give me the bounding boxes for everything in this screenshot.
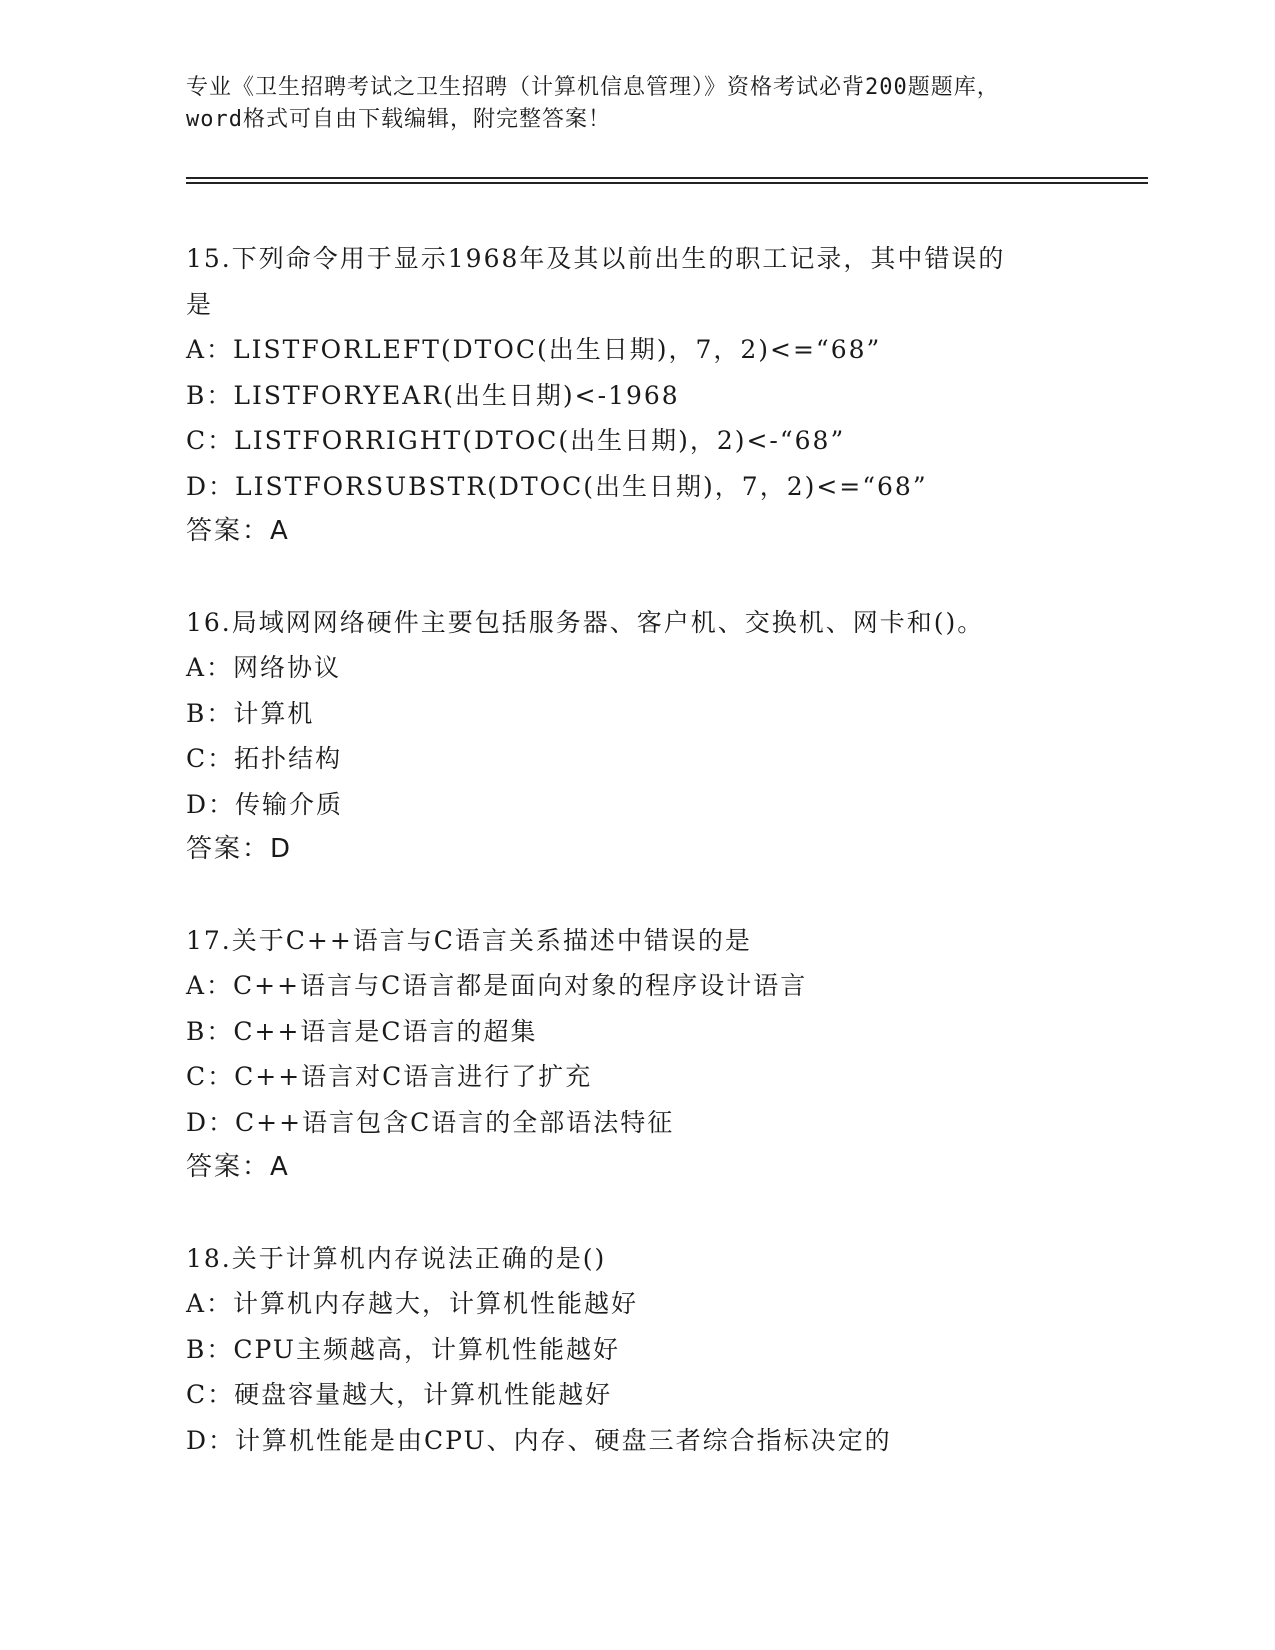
option-b: B：计算机 — [186, 698, 315, 728]
option-a: A：网络协议 — [186, 653, 342, 682]
question-list — [186, 236, 1126, 1508]
header-divider-top — [186, 177, 1148, 179]
option-a: A：计算机内存越大，计算机性能越好 — [186, 1289, 639, 1318]
header-line-2: word格式可自由下载编辑，附完整答案！ — [186, 107, 611, 132]
option-c: C：LISTFORRIGHT(DTOC(出生日期)，2)<-“68” — [186, 426, 846, 455]
question-stem: 18.关于计算机内存说法正确的是() — [186, 1243, 607, 1273]
question-stem: 16.局域网网络硬件主要包括服务器、客户机、交换机、网卡和()。 — [186, 607, 985, 637]
question-stem: 17.关于C++语言与C语言关系描述中错误的是 — [186, 925, 752, 955]
option-c: C：C++语言对C语言进行了扩充 — [186, 1062, 593, 1091]
header-line-1: 专业《卫生招聘考试之卫生招聘（计算机信息管理）》资格考试必背200题题库， — [186, 75, 1000, 100]
document-header — [186, 72, 1106, 136]
question-stem-continued: 是 — [186, 289, 214, 319]
question-stem: 15.下列命令用于显示1968年及其以前出生的职工记录，其中错误的 — [186, 244, 1006, 273]
option-c: C：拓扑结构 — [186, 744, 343, 773]
question-15 — [186, 236, 1126, 555]
option-a: A：C++语言与C语言都是面向对象的程序设计语言 — [186, 971, 808, 1000]
header-divider-bottom — [186, 182, 1148, 184]
question-16 — [186, 600, 1126, 873]
option-d: D：计算机性能是由CPU、内存、硬盘三者综合指标决定的 — [186, 1425, 892, 1455]
option-d: D：传输介质 — [186, 789, 344, 819]
option-a: A：LISTFORLEFT(DTOC(出生日期)，7，2)<=“68” — [186, 335, 882, 364]
option-c: C：硬盘容量越大，计算机性能越好 — [186, 1380, 613, 1409]
option-b: B：LISTFORYEAR(出生日期)<-1968 — [186, 380, 680, 410]
question-18 — [186, 1236, 1126, 1464]
option-d: D：LISTFORSUBSTR(DTOC(出生日期)，7，2)<=“68” — [186, 471, 928, 501]
option-b: B：C++语言是C语言的超集 — [186, 1016, 538, 1046]
option-d: D：C++语言包含C语言的全部语法特征 — [186, 1107, 675, 1137]
answer: 答案：D — [186, 834, 293, 864]
question-17 — [186, 918, 1126, 1191]
option-b: B：CPU主频越高，计算机性能越好 — [186, 1334, 620, 1364]
answer: 答案：A — [186, 516, 290, 546]
answer: 答案：A — [186, 1152, 290, 1182]
